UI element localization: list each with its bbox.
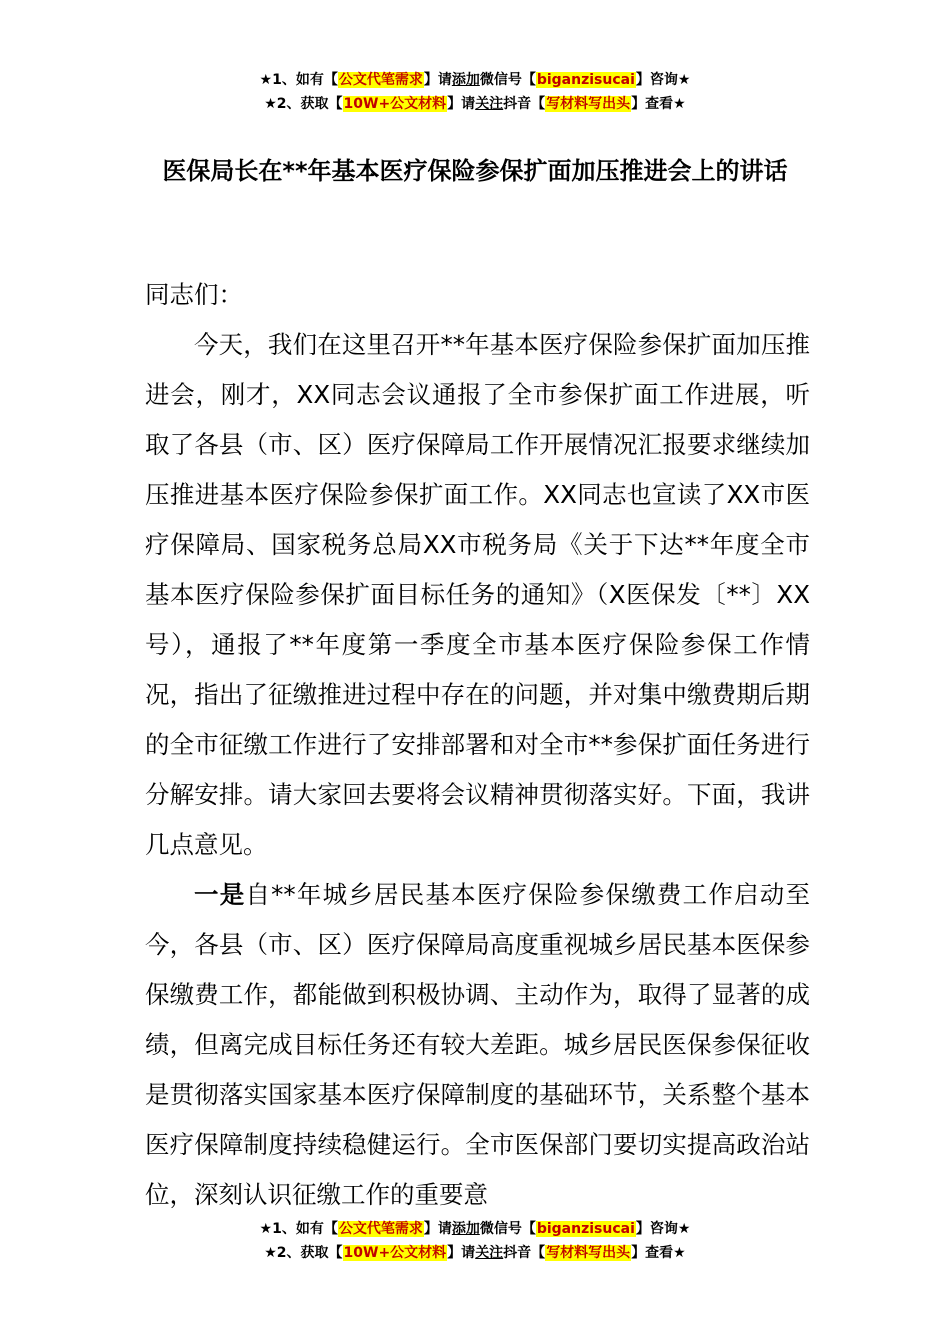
banner-text: 】请 [447,1245,476,1261]
highlight-wechat-id: biganzisucai [536,72,635,88]
underline-follow: 关注 [475,96,504,112]
banner-line-2 [0,1241,950,1265]
paragraph-2 [145,870,810,1220]
banner-text: ★1、如有【 [259,72,338,88]
banner-line-1 [0,68,950,92]
highlight-wechat-id: biganzisucai [536,1221,635,1237]
underline-add: 添加 [451,1221,480,1237]
header-banner [0,68,950,116]
banner-text: 】咨询★ [635,72,691,88]
banner-text: 】咨询★ [635,1221,691,1237]
paragraph-1: 今天，我们在这里召开**年基本医疗保险参保扩面加压推进会，刚才，XX同志会议通报了全市参保扩面工作进展，听取了各县（市、区）医疗保障局工作开展情况汇报要求继续加压推进基本医疗保险参保扩面工作。XX同志也宣读了XX市医疗保障局、国家税务总局XX市税务局《关于下达**年度全市基本医疗保险参保扩面目标任务的通知》（X医保发〔**〕XX号），通报了**年度第一季度全市基本医疗保险参保工作情况，指出了征缴推进过程中存在的问题，并对集中缴费期后期的全市征缴工作进行了安排部署和对全市**参保扩面任务进行分解安排。请大家回去要将会议精神贯彻落实好。下面，我讲几点意见。 [145,330,810,859]
document-title: 医保局长在**年基本医疗保险参保扩面加压推进会上的讲话 [162,157,788,185]
salutation: 同志们： [145,280,243,309]
banner-text: ★1、如有【 [259,1221,338,1237]
banner-text: 】请 [423,72,452,88]
footer-banner [0,1217,950,1265]
banner-text: ★2、获取【 [264,96,343,112]
paragraph-2-lead: 一是 [194,880,246,909]
paragraph-2-text: 自**年城乡居民基本医疗保险参保缴费工作启动至今，各县（市、区）医疗保障局高度重视城乡居民基本医保参保缴费工作，都能做到积极协调、主动作为，取得了显著的成绩，但离完成目标任务还有较大差距。城乡居民医保参保征收是贯彻落实国家基本医疗保障制度的基础环节，关系整个基本医疗保障制度持续稳健运行。全市医保部门要切实提高政治站位，深刻认识征缴工作的重要意 [145,880,811,1209]
underline-add: 添加 [451,72,480,88]
banner-line-2 [0,92,950,116]
banner-text: 】请 [447,96,476,112]
underline-follow: 关注 [475,1245,504,1261]
highlight-service: 公文代笔需求 [338,72,423,88]
banner-text: 】查看★ [631,96,686,112]
highlight-service: 公文代笔需求 [338,1221,423,1237]
banner-text: 】请 [423,1221,452,1237]
banner-text: ★2、获取【 [264,1245,343,1261]
banner-text: 抖音【 [503,96,546,112]
highlight-materials: 10W+公文材料 [343,1245,447,1261]
banner-line-1 [0,1217,950,1241]
highlight-materials: 10W+公文材料 [343,96,447,112]
banner-text: 】查看★ [631,1245,686,1261]
highlight-douyin: 写材料写出头 [546,1245,631,1261]
banner-text: 微信号【 [479,1221,536,1237]
banner-text: 抖音【 [503,1245,546,1261]
highlight-douyin: 写材料写出头 [546,96,631,112]
document-body [145,270,810,1220]
banner-text: 微信号【 [479,72,536,88]
